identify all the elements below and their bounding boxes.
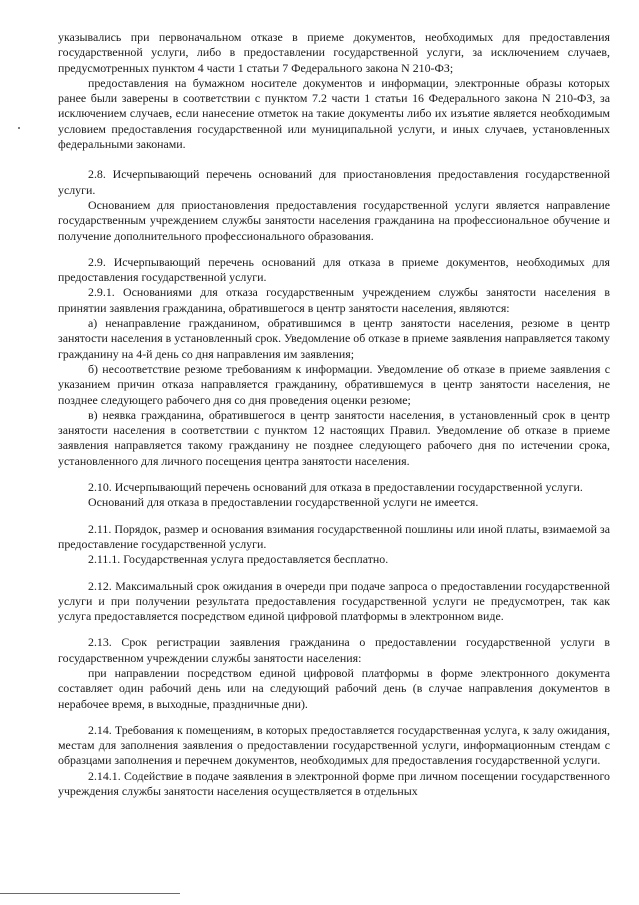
section-2-11-heading: 2.11. Порядок, размер и основания взимания государственной пошлины или иной платы, взимаемой за предоставление государственной услуги. — [58, 521, 610, 551]
paragraph-2-9-1: 2.9.1. Основаниями для отказа государственным учреждением службы занятости населения в принятии заявления гражданина, обратившегося в центр занятости населения, являются: — [58, 285, 610, 315]
paragraph-paper-documents: предоставления на бумажном носителе документов и информации, электронные образы которых ранее были заверены в соответствии с пунктом 7.2 части 1 статьи 16 Федерального закона N 210-ФЗ, за исключением случаев, если нанесение отметок на такие документы либо их изъятие является необходимым условием предоставления государственной или муниципальной услуги, и иных случаев, установленных федеральными законами. — [58, 75, 610, 152]
section-2-12-heading: 2.12. Максимальный срок ожидания в очереди при подаче запроса о предоставлении государственной услуги и при получении результата предоставления государственной услуги не предусмотрен, так как услуга предоставляется посредством единой цифровой платформы в электронном виде. — [58, 578, 610, 624]
paragraph-2-13-body: при направлении посредством единой цифровой платформы в форме электронного документа составляет один рабочий день или на следующий рабочий день (в случае направления документов в нерабочее время, в выходные, праздничные дни). — [58, 665, 610, 711]
paragraph-2-9-1-b: б) несоответствие резюме требованиям к информации. Уведомление об отказе в приеме заявления с указанием причин отказа направляется гражданину, обратившемуся в центр занятости населения, не позднее следующего рабочего дня со дня проведения оценки резюме; — [58, 361, 610, 407]
paragraph-2-9-1-a: а) ненаправление гражданином, обратившимся в центр занятости населения, резюме в центр занятости населения в установленный срок. Уведомление об отказе в приеме заявления направляется такому гражданину на 4-й день со дня направления им заявления; — [58, 316, 610, 361]
paragraph-refusal-continuation: указывались при первоначальном отказе в приеме документов, необходимых для предоставления государственной услуги, либо в предоставлении государственной услуги, за исключением случаев, предусмотренных пунктом 4 части 1 статьи 7 Федерального закона N 210-ФЗ; — [58, 30, 610, 75]
scan-speck — [18, 127, 20, 129]
paragraph-2-10-body: Оснований для отказа в предоставлении государственной услуги не имеется. — [88, 495, 479, 510]
paragraph-2-9-1-c: в) неявка гражданина, обратившегося в центр занятости населения, в установленный срок в центр занятости населения в соответствии с пунктом 12 настоящих Правил. Уведомление об отказе в приеме заявления направляется такому гражданину не позднее следующего рабочего дня по истечении срока, установленного для личного посещения центра занятости населения. — [58, 407, 610, 468]
section-2-10-heading: 2.10. Исчерпывающий перечень оснований для отказа в предоставлении государственной услуги. — [88, 480, 583, 495]
section-2-13-heading: 2.13. Срок регистрации заявления гражданина о предоставлении государственной услуги в государственном учреждении службы занятости населения: — [58, 635, 610, 665]
paragraph-2-8-body: Основанием для приостановления предоставления государственной услуги является направление государственным учреждением службы занятости населения гражданина на профессиональное обучение и получение дополнительного профессионального образования. — [58, 197, 610, 243]
section-2-8-heading: 2.8. Исчерпывающий перечень оснований для приостановления предоставления государственной услуги. — [58, 167, 610, 197]
paragraph-2-11-1: 2.11.1. Государственная услуга предоставляется бесплатно. — [88, 552, 389, 567]
section-2-9-heading: 2.9. Исчерпывающий перечень оснований для отказа в приеме документов, необходимых для предоставления государственной услуги. — [58, 254, 610, 285]
section-2-14-heading: 2.14. Требования к помещениям, в которых предоставляется государственная услуга, к залу ожидания, местам для заполнения заявления о предоставлении государственной услуги, информационным стендам с образцами заполнения и перечнем документов, необходимых для предоставления государственной услуги. — [58, 722, 610, 768]
document-page — [58, 30, 610, 799]
paragraph-2-14-1: 2.14.1. Содействие в подаче заявления в электронной форме при личном посещении государственного учреждения службы занятости населения осуществляется в отдельных — [58, 768, 610, 799]
page-bottom-rule — [0, 893, 180, 894]
